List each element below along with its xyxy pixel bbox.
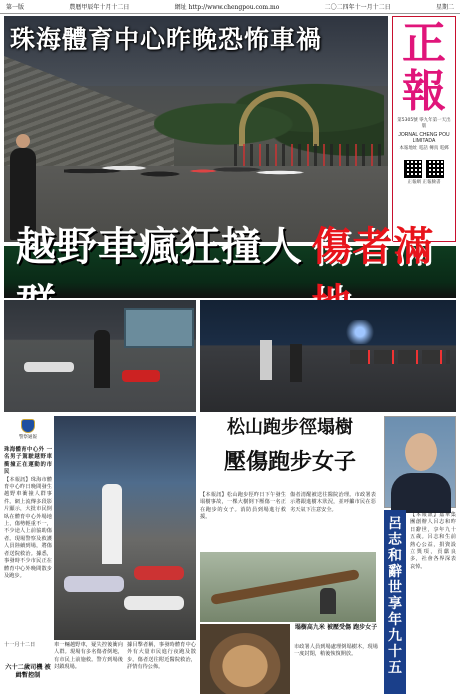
main-banner-headline [4, 223, 456, 298]
left-column-lede: 珠海體育中心外 一名男子駕駛越野車衝撞正在運動的市民 [4, 447, 52, 476]
issue-weekday: 星期二 [435, 4, 454, 11]
left-column-body: 【本報訊】珠海市體育中心昨日晚間發生越野車衝撞人群事件。網上流傳多段影片顯示，大批市民倒臥在體育中心外場地上，傷勢輕重不一，不少途人上前協助傷者。現場警察及救護人員陸續到場，將傷者送院救治。據悉，事發時不少市民正在體育中心外晚間散步及跑步。 [4, 476, 52, 579]
obituary-body: 【本報訊】嘉華集團創辦人呂志和昨日辭世，享年九十五歲。呂志和生前熱心公益，捐資設立獎項，貢獻良多，社會各界深表哀悼。 [410, 512, 456, 570]
masthead-english-name: JORNAL CHENG POU LIMITADA [398, 132, 450, 144]
under-photo-col-2: 據目擊者稱，事發時體育中心外有大量市民進行夜跑及散步。傷者送往附近醫院救治，詳情有待公佈。 [127, 642, 196, 671]
banner-part-2: 傷者滿 [311, 223, 435, 270]
tree-story-headline: 壓傷跑步女子 [223, 449, 356, 475]
police-badge-icon [21, 419, 35, 433]
lunar-date: 農曆甲辰年十月十二日 [69, 4, 130, 11]
under-photo-columns [54, 642, 196, 694]
tree-photo-caption: 塌樹高九米 被壓受傷 跑步女子 [294, 624, 378, 631]
qr-codes [402, 160, 446, 178]
issue-date: 二〇二四年十一月十二日 [324, 4, 391, 11]
qr-caption: 正報網 正報臉書 [407, 180, 441, 185]
hero-headline: 珠海體育中心昨晚恐怖車禍 [10, 25, 323, 54]
photo-tree-stump [200, 624, 290, 694]
hero-victims [64, 156, 304, 186]
qr-code-icon[interactable] [426, 160, 444, 178]
photo-scene-left [4, 300, 196, 412]
obituary-banner [384, 510, 406, 694]
tree-story-tail: 市政署人員到場處理倒塌樹木，現場一度封閉，稍後恢復開放。 [294, 644, 378, 658]
photo-fallen-tree [200, 552, 376, 622]
website-label: 網址 http://www.chengpou.com.mo [174, 4, 280, 11]
tree-story-col-1: 【本報訊】松山跑步徑昨日下午發生塌樹事故，一棵大樹倒下壓傷一名正在跑步的女子。消防員到場進行救援。 [200, 492, 286, 521]
page-number: 第一版 [6, 4, 25, 11]
tree-story-col-2: 傷者清醒被送往醫院治理。市政署表示將跟進樹木狀況，並呼籲市民在惡劣天氣下注意安全。 [290, 492, 376, 513]
photo-scene-right [200, 300, 456, 412]
hero-photo [4, 16, 388, 242]
photo-night-victims [54, 416, 196, 640]
tree-story-title [200, 416, 380, 490]
under-photo-col-1: 車一輛越野車，疑失控後衝向人群。現場有多名傷者倒地，有市民上前施救。警方到場後封鎖現場。 [54, 642, 123, 671]
website-url[interactable]: http://www.chengpou.com.mo [188, 4, 280, 11]
driver-subhead: 六十二歲司機 被緝暫控制 [5, 664, 51, 679]
qr-code-icon[interactable] [404, 160, 422, 178]
portrait-photo [384, 416, 456, 508]
obituary-headline: 呂 志 和 辭 世 享 年 九 十 五 [388, 516, 402, 676]
masthead-info: 第5305號 零九年第一天出版 [397, 118, 451, 129]
newspaper-name: 正報 [402, 18, 446, 117]
under-left-text: 十一月十二日 [4, 642, 36, 648]
tree-story-kicker: 松山跑步徑塌樹 [227, 417, 353, 438]
banner-part-1: 越野車瘋狂撞人 [16, 223, 303, 270]
masthead [392, 16, 456, 242]
police-notice-logo: 警察通報 [4, 416, 52, 444]
left-news-column [4, 416, 52, 638]
page-header-strip [0, 0, 460, 14]
masthead-contact: 本報地址 電話 傳真 電郵 [399, 146, 449, 151]
